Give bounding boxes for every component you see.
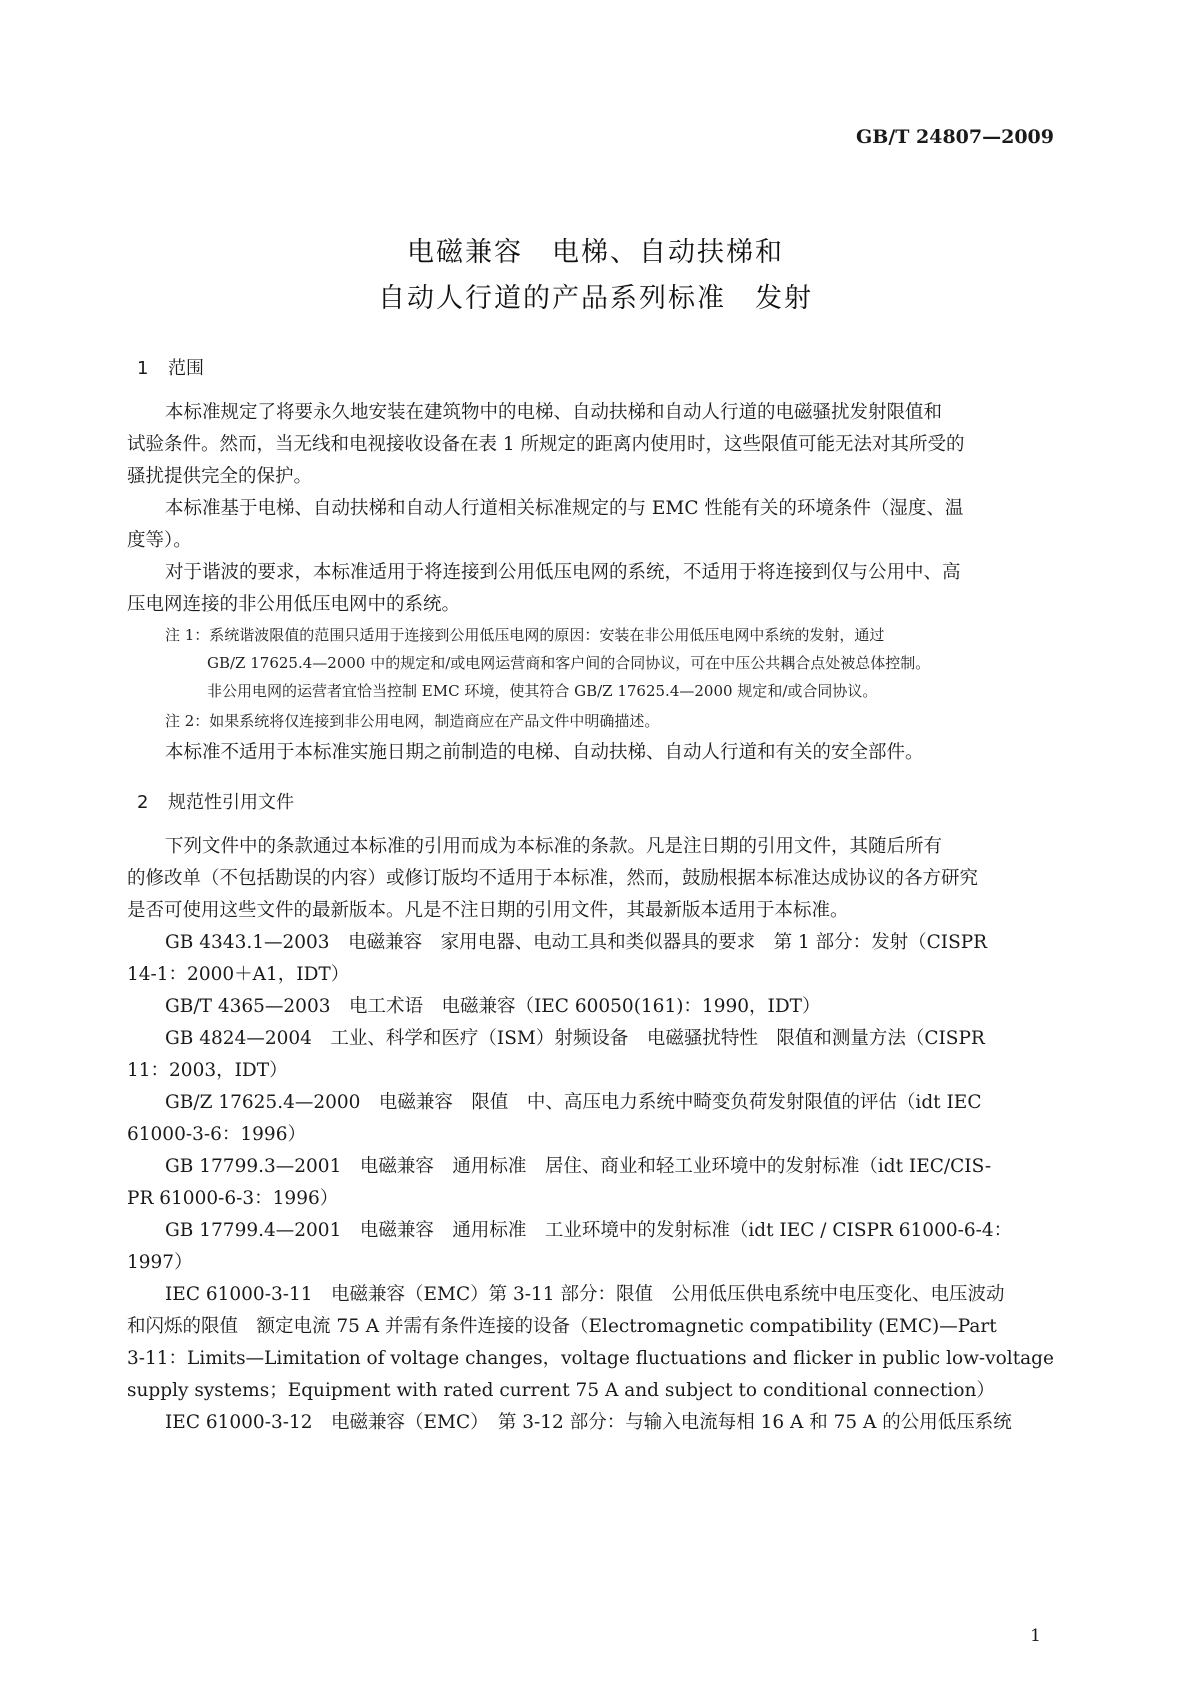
reference-line: 14-1：2000＋A1，IDT） bbox=[127, 964, 350, 985]
reference-line: PR 61000-6-3：1996） bbox=[127, 1188, 339, 1209]
reference-line: GB 17799.3—2001 电磁兼容 通用标准 居住、商业和轻工业环境中的发射标准（idt IEC/CIS- bbox=[165, 1156, 992, 1177]
section-1-heading bbox=[137, 354, 204, 380]
section-number: 2 bbox=[137, 792, 149, 813]
reference-line: 11：2003，IDT） bbox=[127, 1060, 288, 1081]
document-number: GB/T 24807—2009 bbox=[856, 126, 1054, 148]
paragraph-line: 压电网连接的非公用低压电网中的系统。 bbox=[127, 594, 461, 615]
section-title: 规范性引用文件 bbox=[168, 792, 294, 813]
reference-line: GB 4343.1—2003 电磁兼容 家用电器、电动工具和类似器具的要求 第 1 部分：发射（CISPR bbox=[165, 932, 988, 953]
reference-line: 和闪烁的限值 额定电流 75 A 并需有条件连接的设备（Electromagnetic compatibility (EMC)—Part bbox=[127, 1316, 997, 1337]
reference-line: IEC 61000-3-12 电磁兼容（EMC） 第 3-12 部分：与输入电流每相 16 A 和 75 A 的公用低压系统 bbox=[165, 1412, 1012, 1433]
paragraph-line: 度等）。 bbox=[127, 530, 192, 551]
paragraph-line: 下列文件中的条款通过本标准的引用而成为本标准的条款。凡是注日期的引用文件，其随后所有 bbox=[165, 836, 943, 857]
reference-line: GB/Z 17625.4—2000 电磁兼容 限值 中、高压电力系统中畸变负荷发射限值的评估（idt IEC bbox=[165, 1092, 982, 1113]
reference-line: GB 4824—2004 工业、科学和医疗（ISM）射频设备 电磁骚扰特性 限值和测量方法（CISPR bbox=[165, 1028, 985, 1049]
paragraph-line: 的修改单（不包括勘误的内容）或修订版均不适用于本标准，然而，鼓励根据本标准达成协议的各方研究 bbox=[127, 868, 979, 889]
reference-line: GB/T 4365—2003 电工术语 电磁兼容（IEC 60050(161)：1990，IDT） bbox=[165, 996, 821, 1017]
reference-line: 61000-3-6：1996） bbox=[127, 1124, 306, 1145]
reference-line: 3-11：Limits—Limitation of voltage changes，voltage fluctuations and flicker in public low-voltage bbox=[127, 1348, 1054, 1369]
section-2-heading bbox=[137, 788, 294, 814]
note-1-line: 非公用电网的运营者宜恰当控制 EMC 环境，使其符合 GB/Z 17625.4—2000 规定和/或合同协议。 bbox=[207, 682, 878, 700]
paragraph-line: 对于谐波的要求，本标准适用于将连接到公用低压电网的系统，不适用于将连接到仅与公用中、高 bbox=[165, 562, 961, 583]
section-number: 1 bbox=[137, 358, 149, 379]
reference-line: supply systems；Equipment with rated current 75 A and subject to conditional connection） bbox=[127, 1380, 995, 1401]
note-1-line: GB/Z 17625.4—2000 中的规定和/或电网运营商和客户间的合同协议，可在中压公共耦合点处被总体控制。 bbox=[207, 654, 931, 672]
title-line-2: 自动人行道的产品系列标准 发射 bbox=[378, 283, 813, 314]
reference-line: IEC 61000-3-11 电磁兼容（EMC）第 3-11 部分：限值 公用低压供电系统中电压变化、电压波动 bbox=[165, 1284, 1005, 1305]
reference-line: GB 17799.4—2001 电磁兼容 通用标准 工业环境中的发射标准（idt IEC / CISPR 61000-6-4： bbox=[165, 1220, 1013, 1241]
paragraph-line: 试验条件。然而，当无线和电视接收设备在表 1 所规定的距离内使用时，这些限值可能无法对其所受的 bbox=[127, 434, 965, 455]
paragraph-line: 本标准不适用于本标准实施日期之前制造的电梯、自动扶梯、自动人行道和有关的安全部件。 bbox=[165, 742, 924, 763]
reference-line: 1997） bbox=[127, 1252, 193, 1273]
note-1-line: 注 1：系统谐波限值的范围只适用于连接到公用低压电网的原因：安装在非公用低压电网中系统的发射，通过 bbox=[165, 626, 885, 644]
paragraph-line: 本标准规定了将要永久地安装在建筑物中的电梯、自动扶梯和自动人行道的电磁骚扰发射限值和 bbox=[165, 402, 943, 423]
paragraph-line: 骚扰提供完全的保护。 bbox=[127, 466, 313, 487]
note-2: 注 2：如果系统将仅连接到非公用电网，制造商应在产品文件中明确描述。 bbox=[165, 712, 660, 730]
paragraph-line: 是否可使用这些文件的最新版本。凡是不注日期的引用文件，其最新版本适用于本标准。 bbox=[127, 900, 849, 921]
paragraph-line: 本标准基于电梯、自动扶梯和自动人行道相关标准规定的与 EMC 性能有关的环境条件（湿度、温 bbox=[165, 498, 964, 519]
page-number: 1 bbox=[1030, 1626, 1041, 1646]
title-line-1: 电磁兼容 电梯、自动扶梯和 bbox=[407, 237, 784, 268]
section-title: 范围 bbox=[168, 358, 204, 379]
